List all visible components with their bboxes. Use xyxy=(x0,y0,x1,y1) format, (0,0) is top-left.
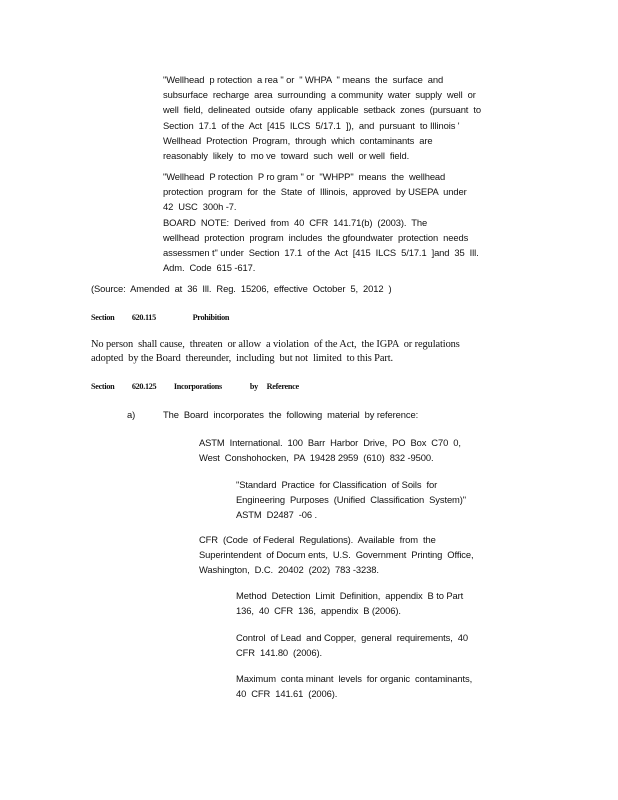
item-a-text: The Board incorporates the following material by reference: xyxy=(163,409,419,420)
source-note: (Source: Amended at 36 Ill. Reg. 15206, effective October 5, 2012 ) xyxy=(91,283,392,294)
cfr-organization: CFR (Code of Federal Regulations). Available from the Superintendent of Docum ents, U.S. Government Printing Office, Washington, D.C. 20402 (202) 783 -3238. xyxy=(199,534,474,576)
cfr-item-organic: Maximum conta minant levels for organic contaminants, 40 CFR 141.61 (2006). xyxy=(236,673,473,700)
cfr-item-lead-copper: Control of Lead and Copper, general requirements, 40 CFR 141.80 (2006). xyxy=(236,632,468,659)
section-620-115-heading: Section 620.115 Prohibition xyxy=(91,313,230,322)
astm-organization: ASTM International. 100 Barr Harbor Drive, PO Box C70 0, West Conshohocken, PA 19428 2959 (610) 832 -9500. xyxy=(199,437,461,464)
definition-whpp: "Wellhead P rotection P ro gram " or "WHPP" means the wellhead protection program for the State of Illinois, approved by USEPA under 42 USC 300h -7. BOARD NOTE: Derived from 40 CFR 141.71(b) (2003). The wellhead protection program includes the gfoundwater protection needs assessmen t" under Section 17.1 of the Act [415 ILCS 5/17.1 ]and 35 Ill. Adm. Code 615 -617. xyxy=(163,171,479,274)
item-a-label: a) xyxy=(127,409,136,420)
astm-standard: "Standard Practice for Classification of Soils for Engineering Purposes (Unified Classification System)" ASTM D2487 -06 . xyxy=(236,479,467,521)
definition-whpa: "Wellhead p rotection a rea " or " WHPA " means the surface and subsurface recharge area surrounding a community water supply well or well field, delineated outside ofany applicable setback zones (pursuant to Section 17.1 of the Act [415 ILCS 5/17.1 ]), and pursuant to Illinois ' Wellhead Protection Program, through which contaminants are reasonably likely to mo ve toward such well or well field. xyxy=(163,74,481,162)
cfr-item-mdl: Method Detection Limit Definition, appendix B to Part 136, 40 CFR 136, appendix B (2006). xyxy=(236,590,464,617)
section-620-115-body: No person shall cause, threaten or allow a violation of the Act, the IGPA or regulations adopted by the Board thereunder, including but not limited to this Part. xyxy=(91,339,460,365)
section-620-125-heading: Section 620.125 Incorporations by Reference xyxy=(91,382,299,391)
